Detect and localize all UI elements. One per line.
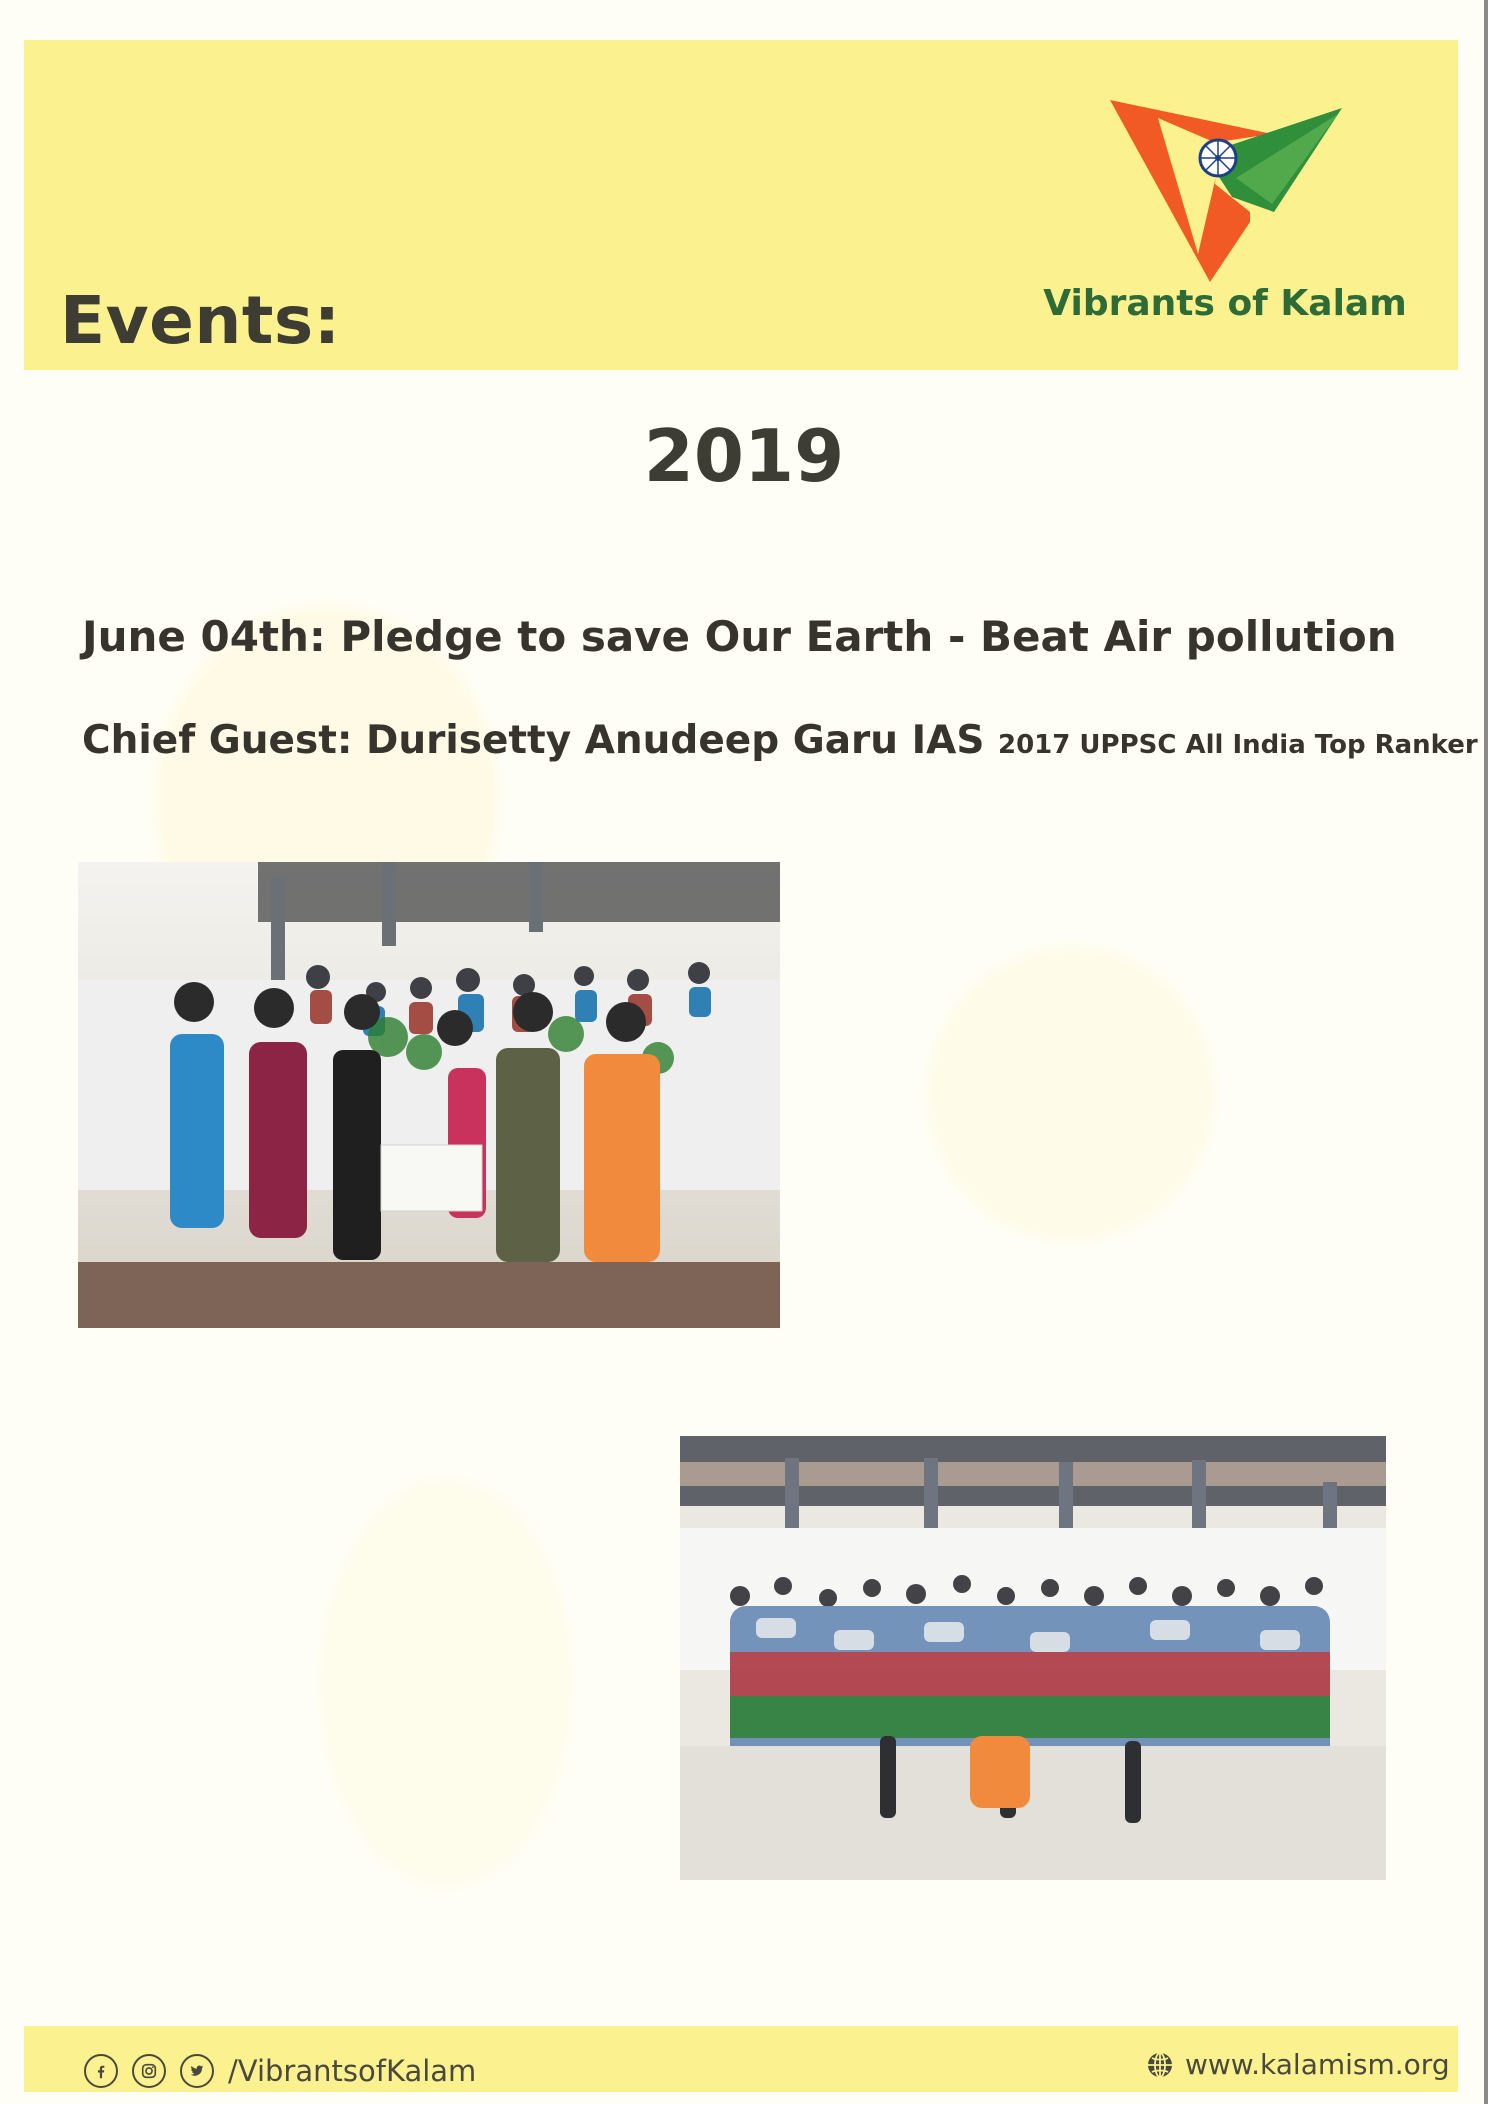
events-title: Events: [60,282,341,359]
event-photo-1-image [78,862,780,1328]
scan-edge [1484,0,1488,2104]
website-link[interactable] [1145,2050,1450,2080]
year-heading: 2019 [643,414,845,498]
chief-guest-line [82,718,1478,765]
vibrants-of-kalam-logo [1100,92,1350,292]
globe-icon [1145,2050,1175,2080]
event-title: June 04th: Pledge to save Our Earth - Beat Air pollution [82,612,1397,661]
website-text[interactable]: www.kalamism.org [1185,2048,1450,2081]
facebook-icon[interactable] [84,2054,118,2088]
social-handle[interactable]: /VibrantsofKalam [228,2053,477,2088]
twitter-icon[interactable] [180,2054,214,2088]
social-links [84,2052,476,2090]
event-photo-2-image [680,1436,1386,1880]
event-photo-1 [78,862,780,1328]
event-photo-2 [680,1436,1386,1880]
chief-guest-note: 2017 UPPSC All India Top Ranker [998,730,1478,760]
instagram-icon[interactable] [132,2054,166,2088]
brand-name: Vibrants of Kalam [1043,283,1407,324]
chief-guest-label: Chief Guest: Durisetty Anudeep Garu IAS [82,718,985,763]
